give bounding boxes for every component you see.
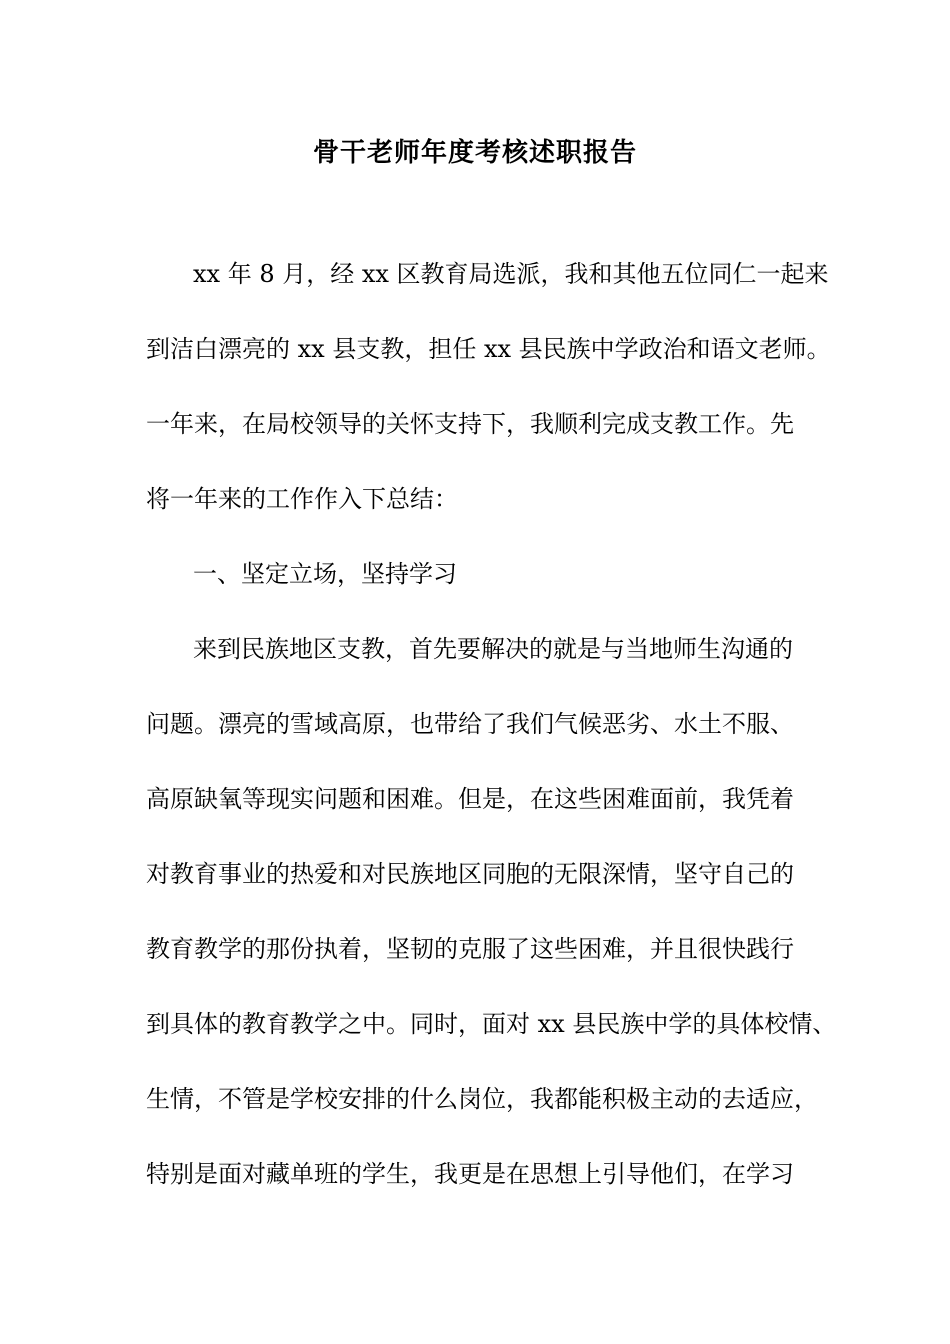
paragraph-line: 到洁白漂亮的 xx 县支教，担任 xx 县民族中学政治和语文老师。 [146,335,831,363]
paragraph-line: xx 年 8 月，经 xx 区教育局选派，我和其他五位同仁一起来 [193,260,829,288]
paragraph-line: 生情，不管是学校安排的什么岗位，我都能积极主动的去适应， [146,1085,818,1113]
document-title: 骨干老师年度考核述职报告 [312,138,637,168]
paragraph-line: 特别是面对藏单班的学生，我更是在思想上引导他们，在学习 [146,1160,794,1188]
paragraph-line: 高原缺氧等现实问题和困难。但是，在这些困难面前，我凭着 [146,785,794,813]
section-heading: 一、坚定立场，坚持学习 [193,560,457,588]
paragraph-line: 到具体的教育教学之中。同时，面对 xx 县民族中学的具体校情、 [146,1010,837,1038]
paragraph-line: 将一年来的工作作入下总结： [146,485,458,513]
paragraph-line: 对教育事业的热爱和对民族地区同胞的无限深情，坚守自己的 [146,860,794,888]
paragraph-line: 来到民族地区支教，首先要解决的就是与当地师生沟通的 [193,635,793,663]
paragraph-line: 一年来，在局校领导的关怀支持下，我顺利完成支教工作。先 [146,410,794,438]
paragraph-line: 教育教学的那份执着，坚韧的克服了这些困难，并且很快践行 [146,935,794,963]
paragraph-line: 问题。漂亮的雪域高原，也带给了我们气候恶劣、水土不服、 [146,710,794,738]
